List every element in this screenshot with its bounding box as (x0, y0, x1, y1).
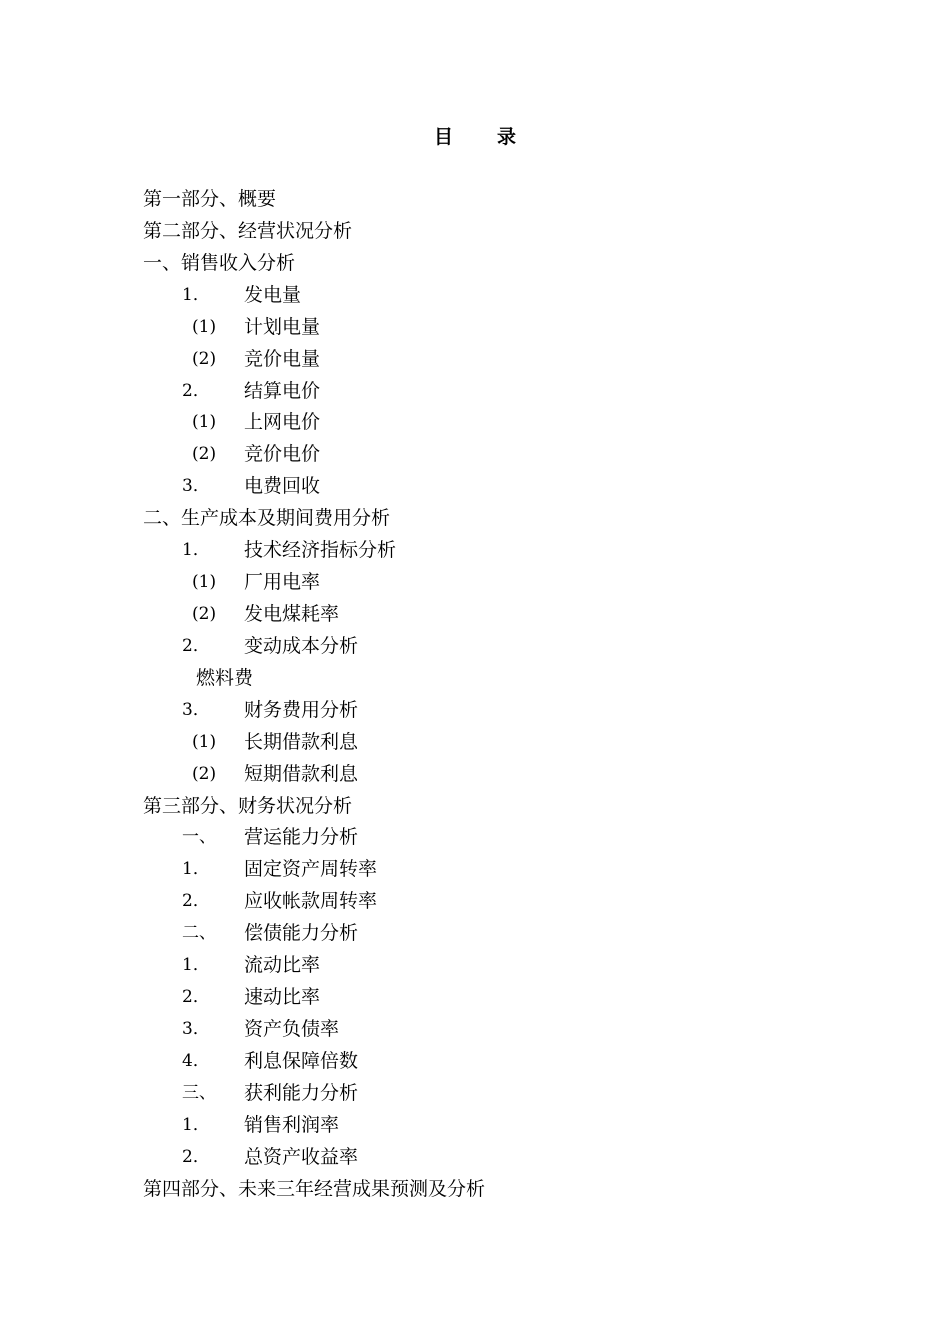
toc-entry-text: 竞价电价 (244, 443, 321, 466)
toc-entry-text: 第一部分、概要 (143, 188, 277, 210)
toc-entry-text: 利息保障倍数 (244, 1049, 359, 1072)
toc-entry[interactable] (143, 280, 843, 312)
toc-entry[interactable] (143, 886, 843, 918)
toc-entry-number: (2) (192, 444, 217, 465)
toc-entry-text: 一、销售收入分析 (143, 251, 296, 274)
toc-entry-number: 3． (182, 476, 210, 497)
toc-entry-text: 速动比率 (244, 986, 321, 1009)
toc-entry-text: 上网电价 (244, 411, 321, 434)
toc-entry-number: 三、 (182, 1082, 216, 1103)
toc-entry-number: 1． (182, 1114, 210, 1135)
toc-entry-text: 固定资产周转率 (244, 858, 378, 881)
toc-entry[interactable] (143, 982, 843, 1014)
toc-entry[interactable] (143, 759, 843, 791)
toc-entry[interactable] (143, 1046, 843, 1078)
toc-entry-number: 2． (182, 891, 210, 912)
toc-entry-number: (1) (192, 316, 217, 337)
toc-entry-text: 厂用电率 (244, 571, 321, 594)
toc-entry[interactable] (143, 599, 843, 631)
toc-entry-number: 1． (182, 284, 210, 305)
toc-entry-text: 结算电价 (244, 379, 321, 402)
table-of-contents (143, 184, 843, 1206)
toc-entry[interactable] (143, 1110, 843, 1142)
toc-entry-text: 获利能力分析 (244, 1081, 359, 1104)
toc-entry-text: 竞价电量 (244, 347, 321, 370)
toc-entry-text: 第三部分、财务状况分析 (143, 794, 353, 817)
toc-entry-text: 第二部分、经营状况分析 (143, 219, 353, 242)
toc-entry[interactable] (143, 216, 843, 248)
toc-entry[interactable] (143, 631, 843, 663)
toc-entry-text: 计划电量 (244, 315, 321, 338)
toc-entry-text: 电费回收 (244, 475, 321, 498)
toc-entry-number: (2) (192, 348, 217, 369)
toc-entry[interactable] (143, 184, 843, 216)
toc-entry-number: 1． (182, 859, 210, 880)
toc-entry[interactable] (143, 567, 843, 599)
toc-entry[interactable] (143, 918, 843, 950)
toc-entry-number: 2． (182, 1146, 210, 1167)
toc-entry-text: 发电量 (244, 283, 302, 306)
toc-entry[interactable] (143, 1014, 843, 1046)
toc-entry[interactable] (143, 1078, 843, 1110)
toc-entry-text: 发电煤耗率 (244, 602, 340, 625)
toc-entry[interactable] (143, 822, 843, 854)
toc-entry[interactable] (143, 407, 843, 439)
toc-entry-text: 营运能力分析 (244, 826, 359, 849)
toc-entry-number: 2． (182, 987, 210, 1008)
toc-entry[interactable] (143, 503, 843, 535)
toc-entry-number: (2) (192, 603, 217, 624)
toc-entry-text: 资产负债率 (244, 1017, 340, 1040)
toc-entry-number: 1． (182, 540, 210, 561)
toc-entry-text: 总资产收益率 (244, 1145, 359, 1168)
toc-entry[interactable] (143, 439, 843, 471)
toc-entry-text: 偿债能力分析 (244, 922, 359, 945)
toc-entry[interactable] (143, 248, 843, 280)
toc-entry[interactable] (143, 376, 843, 408)
toc-entry-text: 短期借款利息 (244, 762, 359, 785)
toc-entry[interactable] (143, 663, 843, 695)
toc-title-right: 录 (497, 126, 517, 148)
toc-entry-text: 销售利润率 (244, 1113, 340, 1136)
toc-entry[interactable] (143, 471, 843, 503)
toc-entry-number: (1) (192, 572, 217, 593)
toc-entry-number: 一、 (182, 827, 216, 848)
toc-entry-number: 1． (182, 955, 210, 976)
toc-entry-text: 变动成本分析 (244, 634, 359, 657)
toc-entry[interactable] (143, 535, 843, 567)
toc-entry-text: 长期借款利息 (244, 730, 359, 753)
toc-entry-text: 二、生产成本及期间费用分析 (143, 507, 391, 530)
toc-entry-text: 应收帐款周转率 (244, 890, 378, 913)
toc-entry[interactable] (143, 344, 843, 376)
toc-entry[interactable] (143, 950, 843, 982)
toc-entry[interactable] (143, 791, 843, 823)
toc-entry[interactable] (143, 854, 843, 886)
toc-entry-text: 流动比率 (244, 954, 321, 977)
toc-entry[interactable] (143, 727, 843, 759)
toc-entry[interactable] (143, 1142, 843, 1174)
toc-entry-number: (1) (192, 731, 217, 752)
toc-entry-text: 燃料费 (196, 666, 254, 689)
toc-title (0, 122, 950, 149)
toc-entry-number: (1) (192, 412, 217, 433)
toc-entry[interactable] (143, 695, 843, 727)
toc-entry-number: 2． (182, 635, 210, 656)
toc-entry-number: 二、 (182, 923, 216, 944)
toc-entry-number: 2． (182, 380, 210, 401)
toc-entry-number: 4． (182, 1050, 210, 1071)
toc-entry-number: 3． (182, 1018, 210, 1039)
toc-entry-text: 技术经济指标分析 (244, 539, 397, 562)
toc-entry[interactable] (143, 1174, 843, 1206)
toc-entry-number: (2) (192, 763, 217, 784)
toc-entry-text: 财务费用分析 (244, 698, 359, 721)
toc-entry[interactable] (143, 312, 843, 344)
toc-title-left: 目 (433, 126, 453, 148)
toc-entry-number: 3． (182, 699, 210, 720)
toc-entry-text: 第四部分、未来三年经营成果预测及分析 (143, 1177, 486, 1200)
